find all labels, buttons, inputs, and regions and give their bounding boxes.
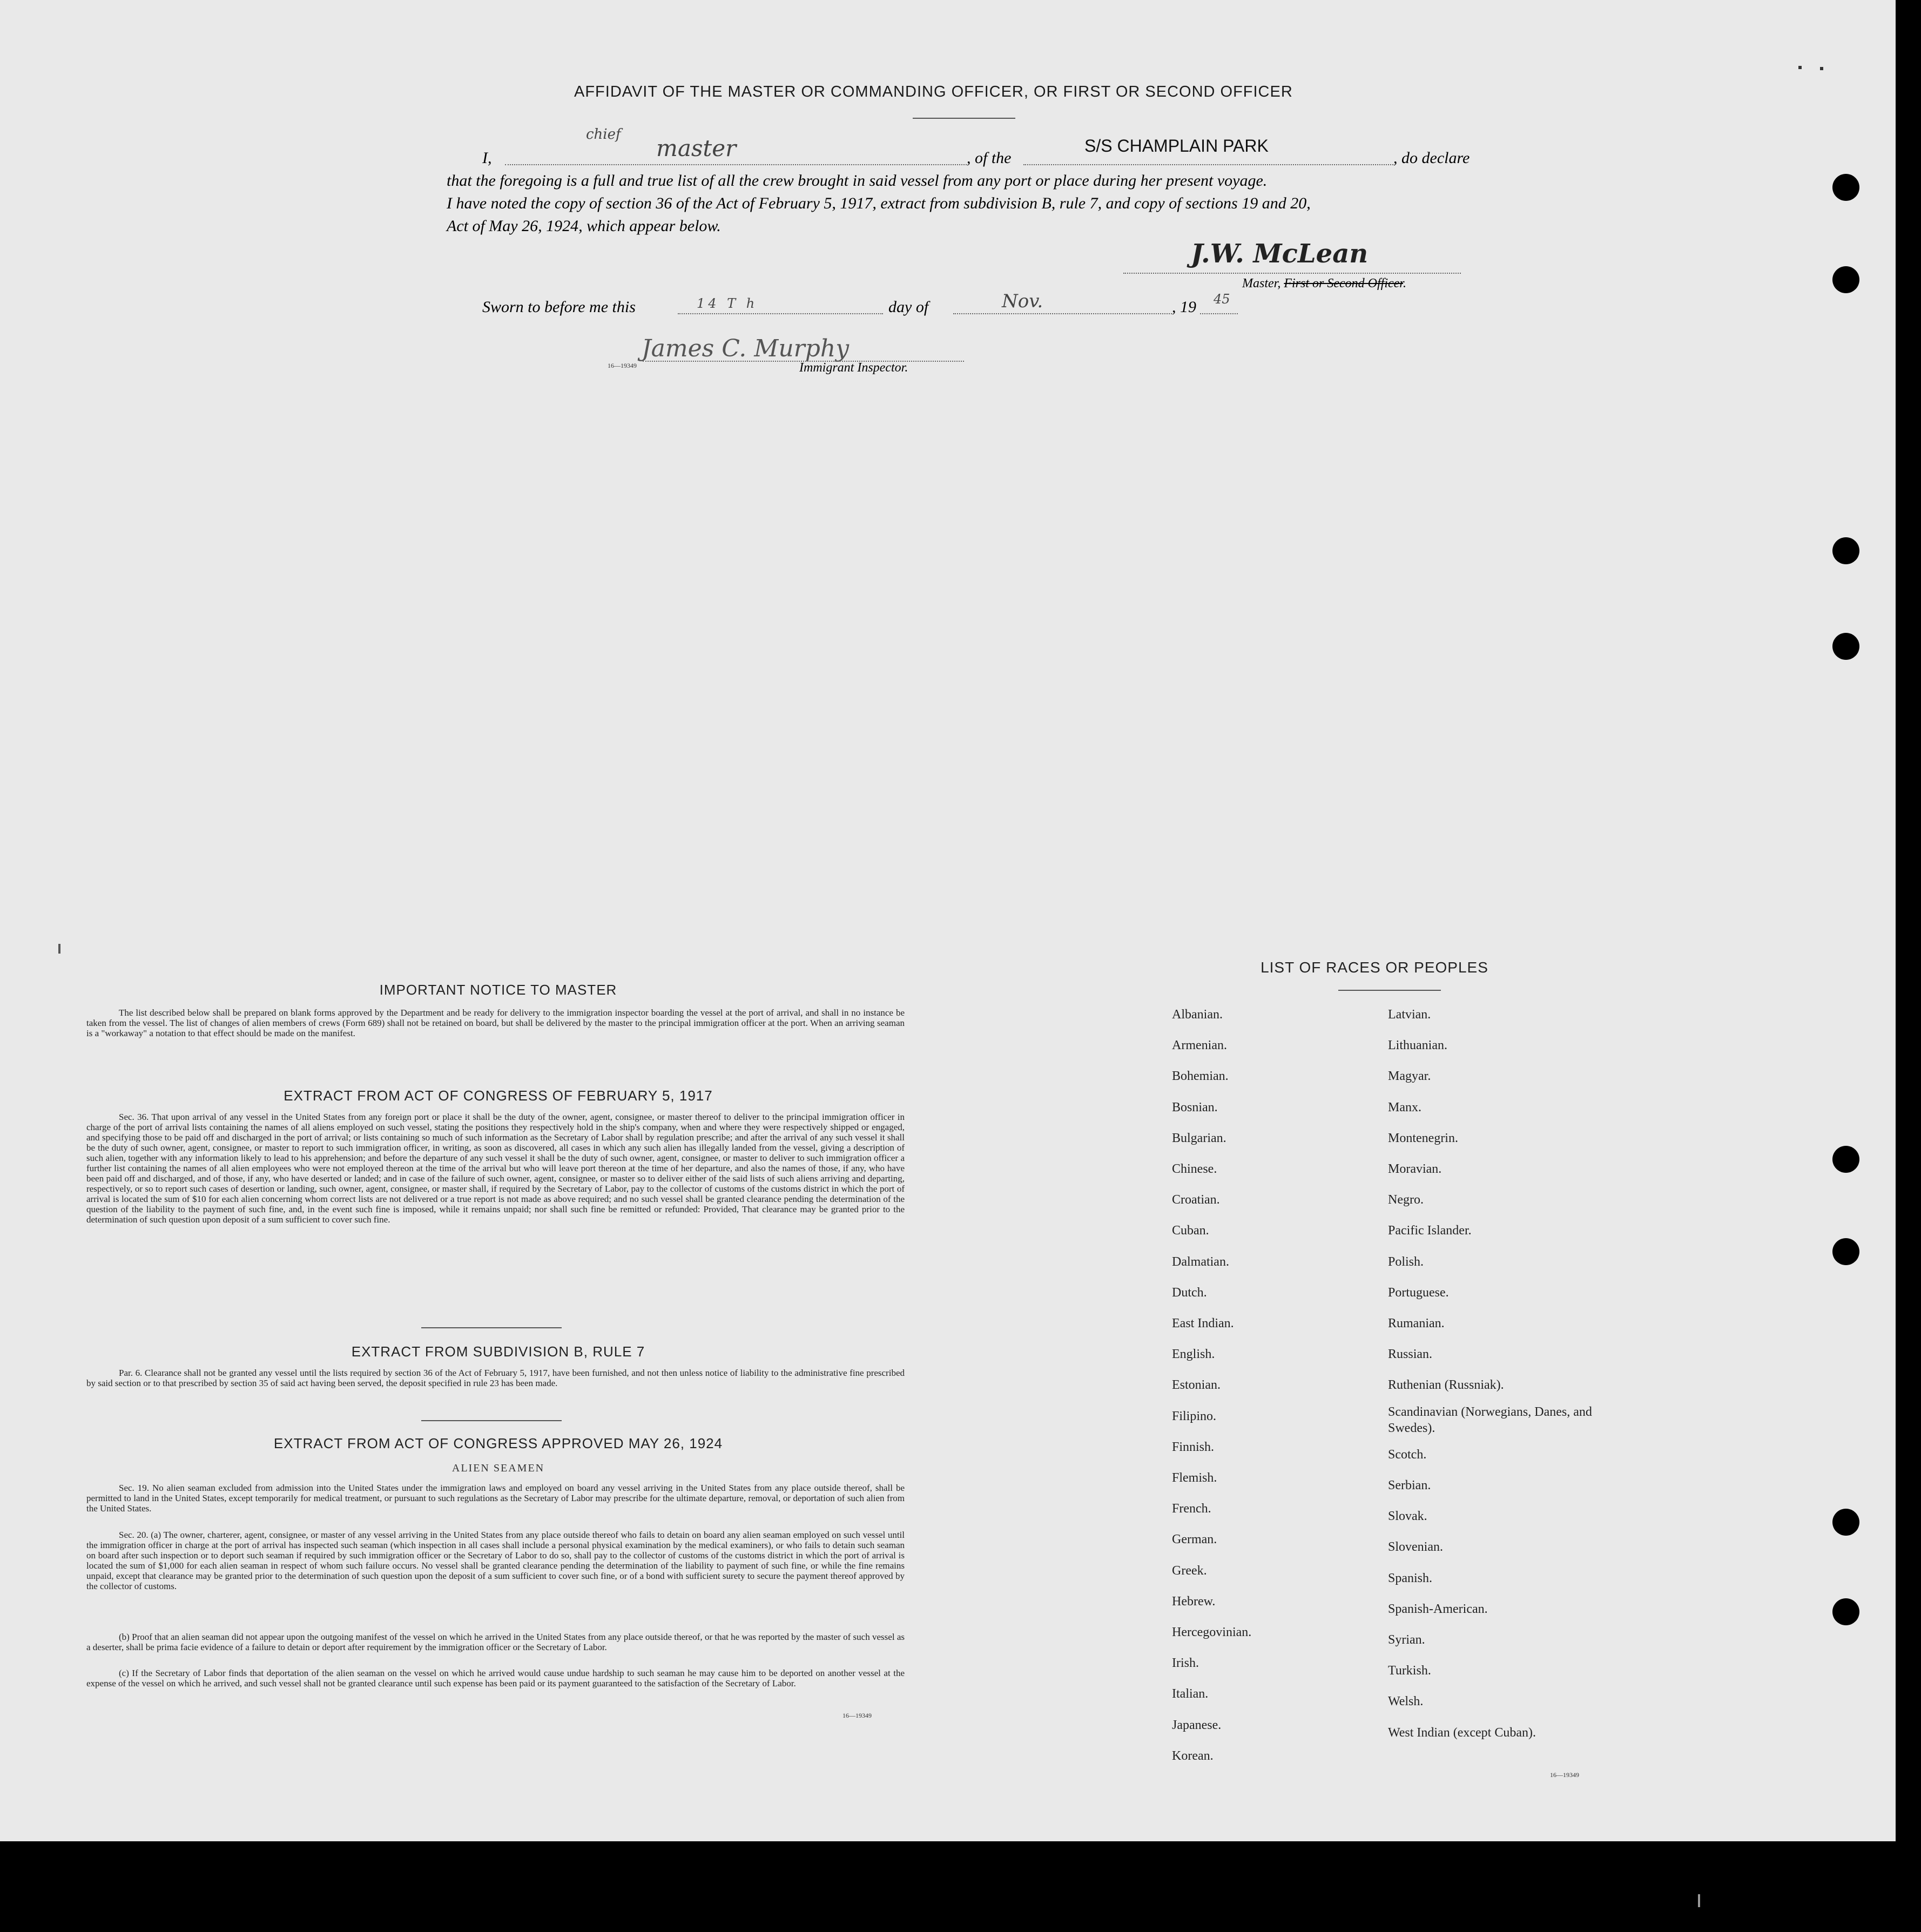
sec-19-text: Sec. 19. No alien seaman excluded from admission into the United States under the immigration laws and employed on board any vessel arriving in the United States from any place outside thereof, shall be permitted to land in the United States, except temporarily for medical treatment, or pursuant to such regulations as the Secretary of Labor may prescribe for the ultimate departure, removal, or deportation of such alien from the United States. [86, 1483, 905, 1514]
extract-1917-title: EXTRACT FROM ACT OF CONGRESS OF FEBRUARY 5, 1917 [284, 1087, 713, 1104]
race-item: Irish. [1172, 1656, 1199, 1671]
race-item: Bohemian. [1172, 1069, 1229, 1084]
form-number-extract: 16—19349 [842, 1712, 872, 1719]
race-item: Armenian. [1172, 1038, 1227, 1053]
inspector-signature: James C. Murphy [642, 335, 850, 362]
sworn-label: Sworn to before me this [482, 298, 636, 316]
race-item: Japanese. [1172, 1718, 1222, 1732]
vessel-name: S/S CHAMPLAIN PARK [1084, 136, 1269, 156]
race-item: Korean. [1172, 1748, 1214, 1763]
sworn-month: Nov. [1002, 291, 1043, 312]
sec-20a-text: Sec. 20. (a) The owner, charterer, agent, consignee, or master of any vessel arriving in the United States from any place outside thereof who fails to detain on board any alien seaman employed on such vessel until the immigration officer in charge at the port of arrival has inspected such seaman (which inspection in all cases shall include a personal physical examination by the medical examiners), or who fails to detain such seaman on board after such inspection or to deport such seaman if required by such immigration officer or the Secretary of Labor to do so, shall pay to the collector of customs of the customs district in which the port of arrival is located the sum of $1,000 for each alien seaman in respect of whom such failure occurs. No vessel shall be granted clearance pending the determination of the liability to payment of such fine, or while the fine remains unpaid, except that clearance may be granted prior to the determination of such question upon the deposit of a sum sufficient to cover such fine, or of a bond with sufficient surety to secure the payment thereof approved by the collector of customs. [86, 1530, 905, 1591]
race-item: Chinese. [1172, 1162, 1217, 1176]
race-item: Hebrew. [1172, 1594, 1216, 1609]
race-item: Bosnian. [1172, 1100, 1218, 1114]
extract-rule7-text: Par. 6. Clearance shall not be granted any vessel until the lists required by section 36 of the Act of February 5, 1917, have been furnished, and not then unless notice of liability to the administrative fine prescribed by said section or to that prescribed by section 35 of said act having been served, the deposit specified in rule 23 has been made. [86, 1368, 905, 1388]
races-title: LIST OF RACES OR PEOPLES [1261, 959, 1488, 976]
race-item: Bulgarian. [1172, 1131, 1226, 1145]
signature-line [1123, 268, 1461, 274]
race-item: East Indian. [1172, 1316, 1234, 1330]
race-item: Scotch. [1388, 1447, 1427, 1462]
race-item: Filipino. [1172, 1409, 1217, 1423]
race-item: Negro. [1388, 1193, 1424, 1207]
race-item: Welsh. [1388, 1694, 1424, 1709]
scan-mark [1820, 67, 1823, 70]
title-divider [913, 118, 1015, 119]
race-item: Spanish-American. [1388, 1602, 1488, 1616]
extract-1924-title: EXTRACT FROM ACT OF CONGRESS APPROVED MAY 26, 1924 [273, 1435, 723, 1451]
race-item: Polish. [1388, 1254, 1424, 1269]
affidavit-line-4: Act of May 26, 1924, which appear below. [447, 217, 721, 235]
race-item: Hercegovinian. [1172, 1625, 1252, 1639]
race-item: Dalmatian. [1172, 1254, 1229, 1269]
inspector-label: Immigrant Inspector. [799, 361, 908, 375]
struck-officer-title: First or Second Officer [1284, 276, 1403, 291]
race-item: Cuban. [1172, 1224, 1209, 1238]
do-declare-label: , do declare [1393, 149, 1470, 167]
sworn-day: 14 T h [697, 296, 758, 311]
race-item: Greek. [1172, 1563, 1207, 1578]
race-item: English. [1172, 1347, 1215, 1362]
punch-hole [1832, 1509, 1859, 1536]
race-item: Rumanian. [1388, 1316, 1445, 1330]
scan-mark [1798, 66, 1802, 69]
race-item: Moravian. [1388, 1162, 1442, 1176]
race-item: Portuguese. [1388, 1285, 1449, 1300]
form-number-affidavit: 16—19349 [608, 362, 637, 369]
race-item: Croatian. [1172, 1193, 1220, 1207]
affidavit-i-label: I, [482, 149, 492, 167]
race-item: Slovak. [1388, 1509, 1427, 1524]
extract-rule7-title: EXTRACT FROM SUBDIVISION B, RULE 7 [351, 1343, 645, 1360]
race-item: Italian. [1172, 1687, 1209, 1701]
scan-mark [1698, 1894, 1700, 1907]
affidavit-title: AFFIDAVIT OF THE MASTER OR COMMANDING OFFICER, OR FIRST OR SECOND OFFICER [574, 83, 1293, 100]
race-item: Russian. [1388, 1347, 1433, 1362]
race-item: Montenegrin. [1388, 1131, 1458, 1145]
extract-rule7-divider [421, 1420, 562, 1421]
race-item: Lithuanian. [1388, 1038, 1447, 1053]
sworn-month-line [953, 306, 1172, 314]
punch-hole [1832, 174, 1859, 201]
punch-hole [1832, 1238, 1859, 1265]
race-item: Ruthenian (Russniak). [1388, 1378, 1504, 1393]
race-item: Slovenian. [1388, 1540, 1443, 1555]
day-of-label: day of [888, 298, 929, 316]
races-divider [1338, 990, 1441, 991]
master-suffix: . [1403, 276, 1406, 291]
race-item: Albanian. [1172, 1008, 1223, 1022]
race-item: Estonian. [1172, 1378, 1221, 1393]
punch-hole [1832, 266, 1859, 293]
race-item: Spanish. [1388, 1571, 1433, 1585]
race-item: Magyar. [1388, 1069, 1431, 1084]
punch-hole [1832, 537, 1859, 564]
year-suffix: 45 [1214, 292, 1230, 307]
race-item: Dutch. [1172, 1285, 1207, 1300]
race-item: Syrian. [1388, 1633, 1425, 1647]
affidavit-line-3: I have noted the copy of section 36 of the Act of February 5, 1917, extract from subdivision B, rule 7, and copy of sections 19 and 20, [447, 194, 1311, 212]
race-item: Finnish. [1172, 1440, 1215, 1454]
master-prefix: Master, [1242, 276, 1284, 291]
race-item: French. [1172, 1502, 1211, 1516]
name-correction: chief [586, 126, 621, 143]
notice-title: IMPORTANT NOTICE TO MASTER [379, 982, 617, 998]
punch-hole [1832, 633, 1859, 660]
sec-20c-text: (c) If the Secretary of Labor finds that deportation of the alien seaman on the vessel on which he arrived would cause undue hardship to such seaman he may cause him to be deported on another vessel at the expense of the vessel on which he arrived, and such vessel shall not be granted clearance until such expense has been paid or its payment guaranteed to the satisfaction of the Secretary of Labor. [86, 1668, 905, 1688]
master-title [1242, 276, 1406, 291]
master-signature: J.W. McLean [1191, 239, 1369, 269]
scan-mark [58, 944, 60, 954]
vessel-line [1023, 157, 1393, 165]
affidavit-line-2: that the foregoing is a full and true list of all the crew brought in said vessel from any port or place during her present voyage. [447, 172, 1268, 190]
form-number-races: 16—19349 [1550, 1771, 1579, 1779]
extract-1917-divider [421, 1327, 562, 1328]
race-item: Scandinavian (Norwegians, Danes, and Swedes). [1388, 1404, 1592, 1435]
notice-text: The list described below shall be prepared on blank forms approved by the Department and be ready for delivery to the immigration inspector boarding the vessel at the port of arrival, and shall in no instance be taken from the vessel. The list of changes of alien members of crews (Form 689) shall not be retained on board, but shall be delivered by the master to the principal immigration officer at the port. When an arriving seaman is a "workaway" a notation to that effect should be made on the manifest. [86, 1008, 905, 1038]
race-item: Turkish. [1388, 1664, 1431, 1678]
punch-hole [1832, 1598, 1859, 1625]
year-line [1200, 306, 1238, 314]
race-item: Serbian. [1388, 1478, 1431, 1492]
sec-20b-text: (b) Proof that an alien seaman did not appear upon the outgoing manifest of the vessel on which he arrived in the United States from any place outside thereof, or that he was reported by the master of such vessel as a deserter, shall be prima facie evidence of a failure to detain or deport after requirement by the immigration officer or the Secretary of Labor. [86, 1632, 905, 1652]
name-handwritten: master [656, 135, 737, 161]
punch-hole [1832, 1146, 1859, 1173]
race-item: German. [1172, 1532, 1217, 1547]
alien-seamen-subtitle: ALIEN SEAMEN [451, 1462, 545, 1474]
race-item: Latvian. [1388, 1008, 1431, 1022]
race-item: Manx. [1388, 1100, 1421, 1114]
of-the-label: , of the [967, 149, 1012, 167]
race-item: Flemish. [1172, 1471, 1217, 1485]
race-item: West Indian (except Cuban). [1388, 1725, 1536, 1740]
race-item: Pacific Islander. [1388, 1224, 1472, 1238]
extract-1917-text: Sec. 36. That upon arrival of any vessel in the United States from any foreign port or place it shall be the duty of the owner, agent, consignee, or master thereof to deliver to the principal immigration officer in charge of the port of arrival lists containing the names of all aliens employed on such vessel, stating the positions they respectively hold in the ship's company, when and where they were respectively shipped or engaged, and specifying those to be paid off and discharged in the port of arrival; or lists containing so much of such information as the Secretary of Labor shall by regulation prescribe; and after the arrival of any such vessel it shall be the duty of such owner, agent, consignee, or master to report to such immigration officer, in writing, as soon as discovered, all cases in which any such alien has illegally landed from the vessel, giving a description of such alien, together with any information likely to lead to his apprehension; and before the departure of any such vessel it shall be the duty of such owner, agent, consignee, or master to deliver to such immigration officer a further list containing the names of all alien employees who were not employed thereon at the time of the arrival but who will leave port thereon at the time of her departure, and also the names of those, if any, who have been paid off and discharged, and of those, if any, who have deserted or landed; and in case of the failure of such owner, agent, consignee, or master so to deliver either of the said lists of such aliens arriving and departing, respectively, or so to report such cases of desertion or landing, such owner, agent, consignee, or master shall, if required by the Secretary of Labor, pay to the collector of customs of the customs district in which the port of arrival is located the sum of $10 for each alien concerning whom correct lists are not delivered or a true report is not made as above required; and no such vessel shall be granted clearance pending the determination of the question of the liability to the payment of such fine, and, in the event such fine is imposed, while it remains unpaid; nor shall such fine be remitted or refunded: Provided, That clearance may be granted prior to the determination of such question upon deposit of a sum sufficient to cover such fine. [86, 1112, 905, 1225]
year-prefix: , 19 [1172, 298, 1196, 316]
